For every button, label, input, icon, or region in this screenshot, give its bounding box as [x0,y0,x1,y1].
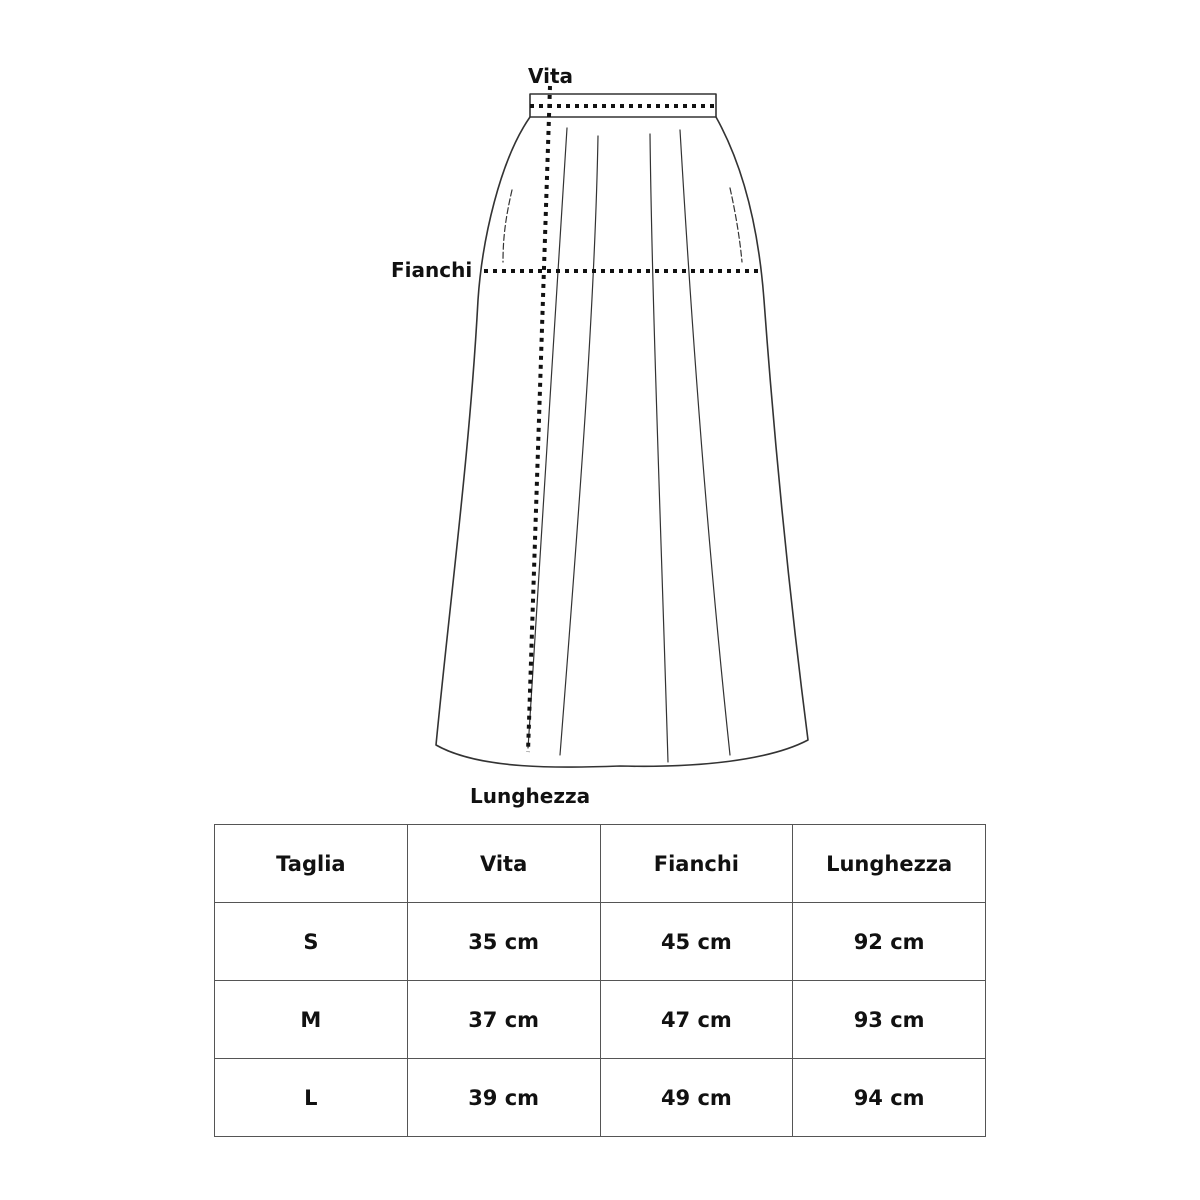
pleat-line [560,136,598,755]
header-cell-hips: Fianchi [600,825,793,903]
header-cell-waist: Vita [407,825,600,903]
size-table [214,824,986,1137]
table-cell-waist: 35 cm [407,903,600,981]
measurement-guides [484,86,760,752]
skirt-body [436,117,808,767]
pocket-left [503,190,512,262]
table-row [215,903,986,981]
table-cell-waist: 39 cm [407,1059,600,1137]
length-guide [528,86,550,752]
waist-label: Vita [528,64,574,88]
table-cell-hips: 45 cm [600,903,793,981]
length-label: Lunghezza [470,784,591,808]
table-cell-hips: 47 cm [600,981,793,1059]
skirt-outline [436,94,808,767]
table-cell-size: L [215,1059,408,1137]
table-row [215,981,986,1059]
pocket-right [730,188,742,262]
table-header-row [215,825,986,903]
table-cell-waist: 37 cm [407,981,600,1059]
table-cell-size: M [215,981,408,1059]
hips-label: Fianchi [391,258,473,282]
table-row [215,1059,986,1137]
pleat-line [680,130,730,755]
header-cell-length: Lunghezza [793,825,986,903]
table-cell-size: S [215,903,408,981]
pleat-line [650,134,668,762]
table-cell-length: 94 cm [793,1059,986,1137]
table-cell-length: 92 cm [793,903,986,981]
table-cell-length: 93 cm [793,981,986,1059]
header-cell-size: Taglia [215,825,408,903]
table-cell-hips: 49 cm [600,1059,793,1137]
